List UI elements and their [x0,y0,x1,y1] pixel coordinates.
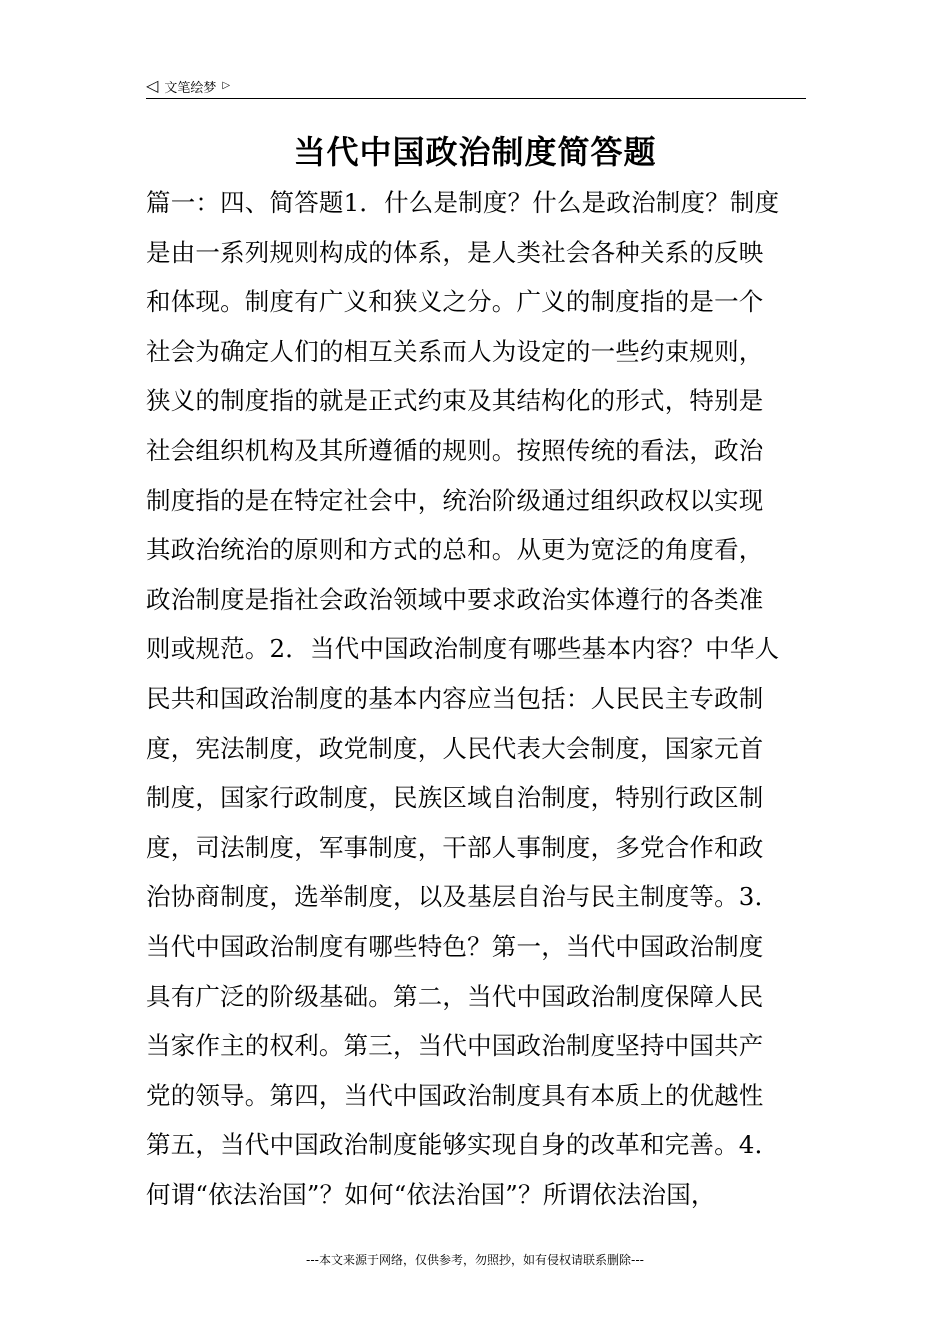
body-line: 当代中国政治制度有哪些特色？第一，当代中国政治制度 [146,931,764,961]
document-title: 当代中国政治制度简答题 [293,133,657,171]
body-line: 度，司法制度，军事制度，干部人事制度，多党合作和政 [146,832,764,862]
right-triangle-icon: ▷ [222,80,231,91]
body-line: 党的领导。第四，当代中国政治制度具有本质上的优越性 [146,1080,764,1110]
body-line: 篇一：四、简答题1．什么是制度？什么是政治制度？制度 [146,188,780,217]
page-footer: ---本文来源于网络，仅供参考，勿照抄，如有侵权请联系删除--- [306,1253,644,1267]
body-line: 具有广泛的阶级基础。第二，当代中国政治制度保障人民 [146,981,764,1011]
left-triangle-icon: ◁ [146,76,159,95]
body-line: 制度指的是在特定社会中，统治阶级通过组织政权以实现 [146,485,764,515]
body-line: 何谓“依法治国”？如何“依法治国”？所谓依法治国， [146,1179,716,1209]
body-line: 民共和国政治制度的基本内容应当包括：人民民主专政制 [146,683,764,713]
body-line: 狭义的制度指的就是正式约束及其结构化的形式，特别是 [146,386,764,416]
body-line: 治协商制度，选举制度，以及基层自治与民主制度等。3． [146,882,780,912]
document-body [146,178,808,1219]
header-brand: 文笔绘梦 [164,80,217,96]
header-divider [146,98,806,99]
body-line: 当家作主的权利。第三，当代中国政治制度坚持中国共产 [146,1031,764,1061]
page-header [146,74,806,98]
body-line: 其政治统治的原则和方式的总和。从更为宽泛的角度看， [146,535,764,565]
body-line: 则或规范。2．当代中国政治制度有哪些基本内容？中华人 [146,634,780,664]
body-line: 制度，国家行政制度，民族区域自治制度，特别行政区制 [146,783,764,813]
body-line: 社会为确定人们的相互关系而人为设定的一些约束规则， [146,336,764,366]
body-line: 度，宪法制度，政党制度，人民代表大会制度，国家元首 [146,733,764,763]
body-line: 社会组织机构及其所遵循的规则。按照传统的看法，政治 [146,435,764,465]
body-line: 是由一系列规则构成的体系，是人类社会各种关系的反映 [146,237,764,267]
body-line: 和体现。制度有广义和狭义之分。广义的制度指的是一个 [146,287,764,317]
body-line: 第五，当代中国政治制度能够实现自身的改革和完善。4． [146,1130,780,1160]
body-line: 政治制度是指社会政治领域中要求政治实体遵行的各类准 [146,584,764,614]
